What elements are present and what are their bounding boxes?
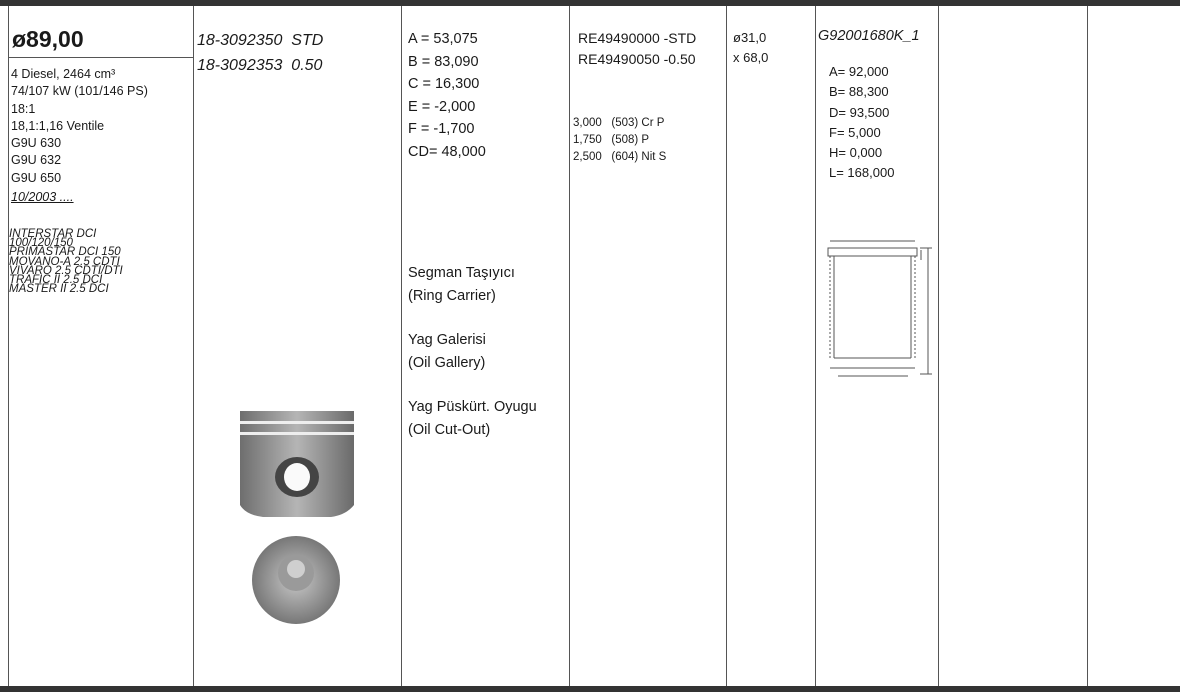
feature-label: (Oil Gallery) xyxy=(408,355,486,371)
ring-number: RE49490050 -0.50 xyxy=(578,51,696,67)
piston-dim: C = 16,300 xyxy=(408,76,480,92)
liner-dim: L= 168,000 xyxy=(829,165,895,181)
bottom-border xyxy=(0,686,1180,692)
vehicle-model: VIVARO 2.5 CDTI/DTI xyxy=(9,264,123,277)
liner-dim: A= 92,000 xyxy=(829,64,889,79)
liner-dim: H= 0,000 xyxy=(829,145,883,161)
column-divider xyxy=(8,6,9,686)
feature-label: Yag Galerisi xyxy=(408,332,486,348)
vehicle-model: MASTER II 2.5 DCI xyxy=(9,283,109,296)
column-divider xyxy=(569,6,570,686)
liner-drawing xyxy=(820,236,938,384)
production-date: 10/2003 .... xyxy=(11,190,74,205)
pin-diameter: ø31,0 xyxy=(733,30,767,45)
piston-dim: CD= 48,000 xyxy=(408,143,486,160)
column-divider xyxy=(1087,6,1088,686)
piston-dim: E = -2,000 xyxy=(408,98,476,115)
piston-number: 18-3092353 0.50 xyxy=(197,57,323,74)
ring-spec: 1,750 (508) P xyxy=(573,134,650,146)
piston-dim: A = 53,075 xyxy=(408,31,478,47)
liner-dim: B= 88,300 xyxy=(829,84,889,100)
engine-specs xyxy=(11,66,148,206)
piston-dimensions xyxy=(408,28,486,163)
header-divider xyxy=(8,57,193,58)
engine-code: G9U 630 xyxy=(11,136,62,151)
vehicle-models xyxy=(9,230,123,294)
piston-number: 18-3092350 STD xyxy=(197,32,324,49)
column-divider xyxy=(193,6,194,686)
engine-spec: 4 Diesel, 2464 cm³ xyxy=(11,67,116,81)
feature-label: Segman Taşıyıcı xyxy=(408,265,515,281)
piston-dim: B = 83,090 xyxy=(408,53,479,70)
vehicle-model: TRAFIC II 2.5 DCI xyxy=(9,274,103,287)
column-divider xyxy=(815,6,816,686)
piston-dim: F = -1,700 xyxy=(408,121,475,137)
engine-spec: 74/107 kW (101/146 PS) xyxy=(11,84,148,99)
feature-label: (Oil Cut-Out) xyxy=(408,422,491,438)
vehicle-model: INTERSTAR DCI xyxy=(9,228,97,240)
vehicle-model: 100/120/150 xyxy=(9,237,73,250)
liner-dim: F= 5,000 xyxy=(829,124,881,140)
engine-spec: 18,1:1,16 Ventile xyxy=(11,118,105,133)
engine-code: G9U 650 xyxy=(11,170,62,185)
piston-image xyxy=(236,405,356,625)
bore-diameter: ø89,00 xyxy=(12,26,84,52)
liner-dimensions xyxy=(829,62,894,184)
ring-numbers xyxy=(578,28,696,70)
pin-length: x 68,0 xyxy=(733,50,769,65)
feature-label: Yag Püskürt. Oyugu xyxy=(408,399,537,415)
ring-number: RE49490000 -STD xyxy=(578,30,697,46)
piston-numbers xyxy=(197,28,323,78)
engine-code: G9U 632 xyxy=(11,153,62,168)
liner-number: G92001680K_1 xyxy=(818,28,920,44)
ring-spec: 2,500 (604) Nit S xyxy=(573,151,667,163)
ring-specs xyxy=(573,115,666,166)
column-divider xyxy=(401,6,402,686)
top-border xyxy=(0,0,1180,6)
engine-spec: 18:1 xyxy=(11,101,36,116)
liner-dim: D= 93,500 xyxy=(829,104,890,120)
column-divider xyxy=(726,6,727,686)
feature-label: (Ring Carrier) xyxy=(408,288,496,304)
vehicle-model: MOVANO-A 2.5 CDTI xyxy=(9,255,120,268)
piston-features xyxy=(408,262,537,442)
ring-spec: 3,000 (503) Cr P xyxy=(573,117,665,129)
vehicle-model: PRIMASTAR DCI 150 xyxy=(9,246,121,259)
column-divider xyxy=(938,6,939,686)
pin-dimensions xyxy=(733,28,768,68)
